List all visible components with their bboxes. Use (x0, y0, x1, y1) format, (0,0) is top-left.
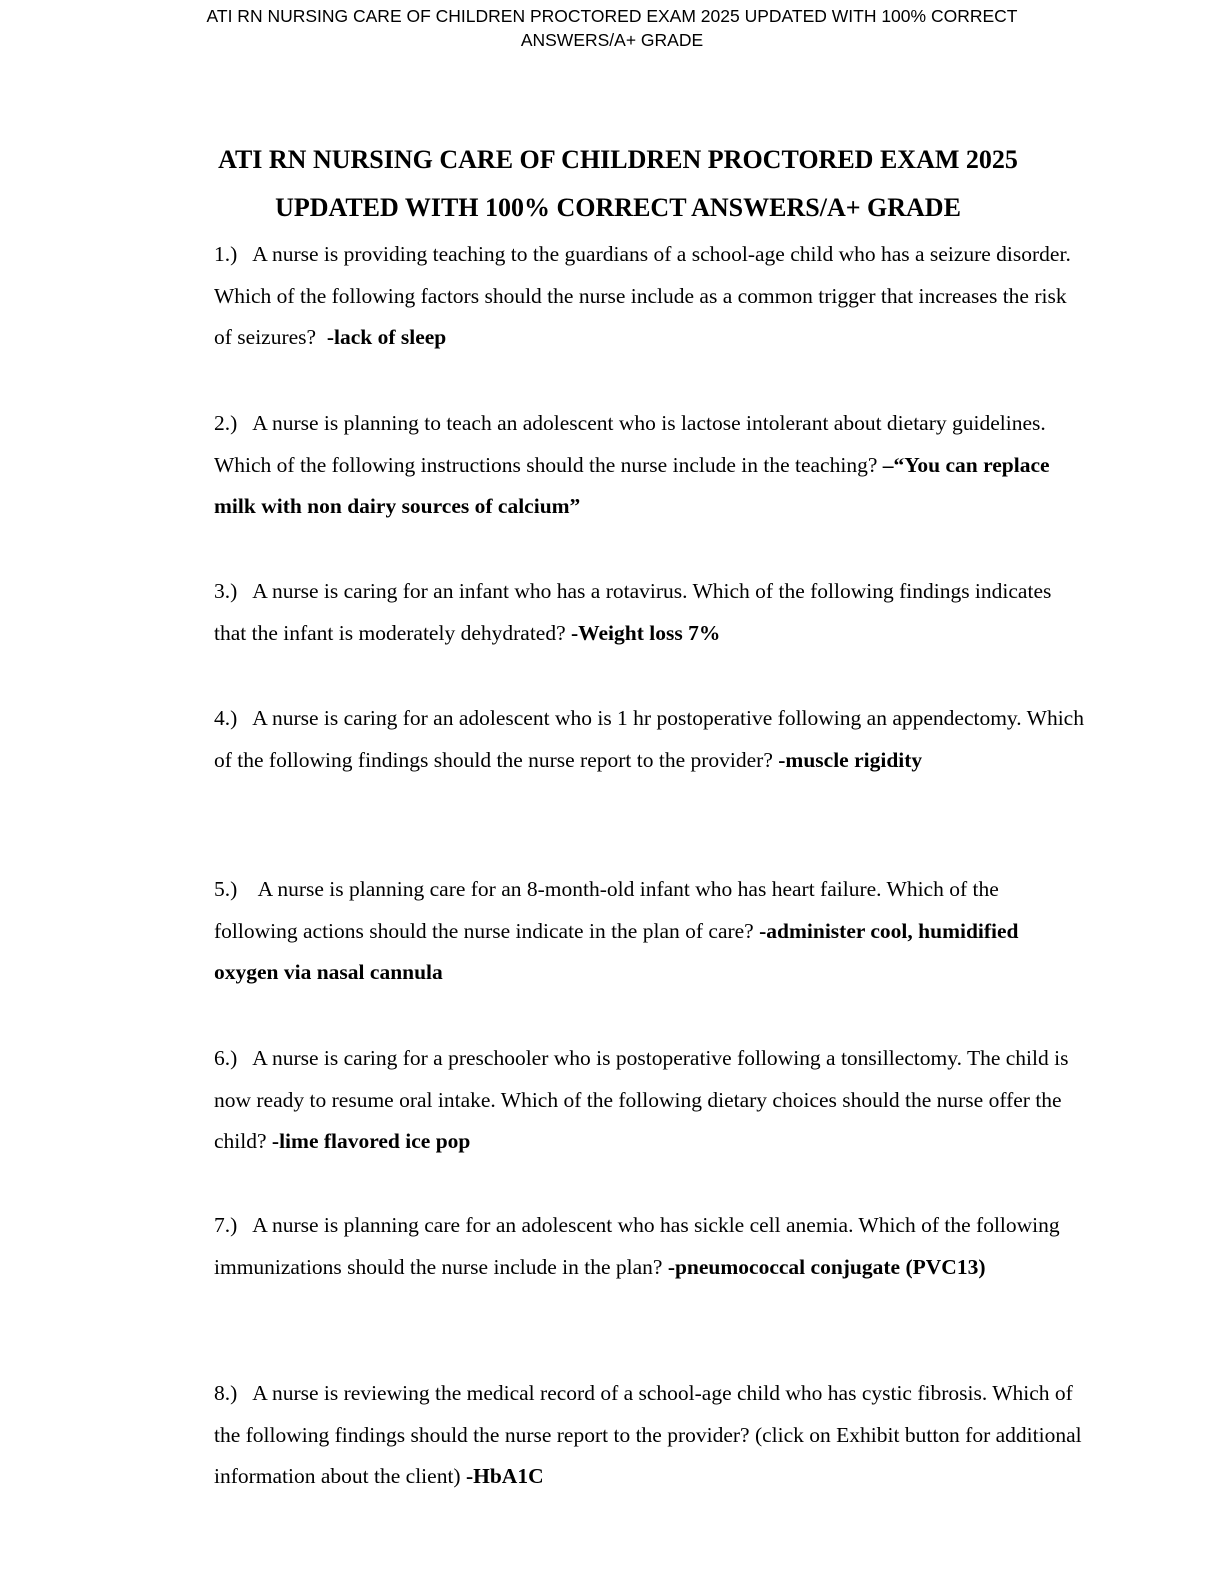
question-2 (214, 403, 1084, 528)
running-header-line-2: ANSWERS/A+ GRADE (520, 30, 704, 50)
document-title (150, 136, 1086, 232)
question-answer: -HbA1C (465, 1464, 544, 1488)
running-header-line-1: ATI RN NURSING CARE OF CHILDREN PROCTORED EXAM 2025 UPDATED WITH 100% CORRECT (206, 6, 1018, 26)
question-5 (214, 869, 1084, 994)
question-answer: –“You can replace milk with non dairy sources of calcium” (214, 452, 1050, 518)
question-text: A nurse is caring for an adolescent who is 1 hr postoperative following an appendectomy. Which of the following findings should the nurse report to the provider? (214, 706, 1084, 772)
question-text: A nurse is planning care for an 8-month-old infant who has heart failure. Which of the following actions should the nurse indicate in the plan of care? (214, 877, 999, 943)
question-1 (214, 234, 1084, 359)
question-text: A nurse is caring for an infant who has a rotavirus. Which of the following findings indicates that the infant is moderately dehydrated? (214, 579, 1052, 645)
question-answer: -administer cool, humidified oxygen via nasal cannula (214, 918, 1019, 984)
question-number: 1.) (214, 242, 238, 266)
question-8 (214, 1373, 1084, 1498)
question-text: A nurse is providing teaching to the guardians of a school-age child who has a seizure disorder. Which of the following factors should the nurse include as a common trigger that increases the risk of seizures? (214, 242, 1071, 349)
question-number: 5.) (214, 877, 238, 901)
question-text: A nurse is planning to teach an adolescent who is lactose intolerant about dietary guidelines. Which of the following instructions should the nurse include in the teaching? (214, 411, 1046, 477)
document-title-line-1: ATI RN NURSING CARE OF CHILDREN PROCTORED EXAM 2025 (218, 145, 1018, 174)
question-number: 7.) (214, 1213, 238, 1237)
question-number: 4.) (214, 706, 238, 730)
question-answer: -muscle rigidity (778, 747, 923, 772)
question-text: A nurse is reviewing the medical record of a school-age child who has cystic fibrosis. Which of the following findings should the nurse report to the provider? (click on Exhibit button for additional information about the client) (214, 1381, 1082, 1488)
question-answer: -Weight loss 7% (571, 620, 721, 645)
question-4 (214, 698, 1084, 781)
question-6 (214, 1038, 1084, 1163)
question-3 (214, 571, 1084, 654)
question-number: 3.) (214, 579, 238, 603)
question-number: 2.) (214, 411, 238, 435)
question-answer: -lack of sleep (326, 325, 447, 349)
question-answer: -lime flavored ice pop (271, 1129, 471, 1153)
question-text: A nurse is caring for a preschooler who is postoperative following a tonsillectomy. The child is now ready to resume oral intake. Which of the following dietary choices should the nurse offer the child? (214, 1046, 1069, 1153)
question-number: 6.) (214, 1046, 238, 1070)
question-answer: -pneumococcal conjugate (PVC13) (667, 1254, 986, 1279)
document-title-line-2: UPDATED WITH 100% CORRECT ANSWERS/A+ GRADE (275, 193, 961, 222)
question-number: 8.) (214, 1381, 238, 1405)
question-text: A nurse is planning care for an adolescent who has sickle cell anemia. Which of the following immunizations should the nurse include in the plan? (214, 1213, 1060, 1279)
running-header (0, 4, 1224, 52)
question-7 (214, 1205, 1084, 1288)
